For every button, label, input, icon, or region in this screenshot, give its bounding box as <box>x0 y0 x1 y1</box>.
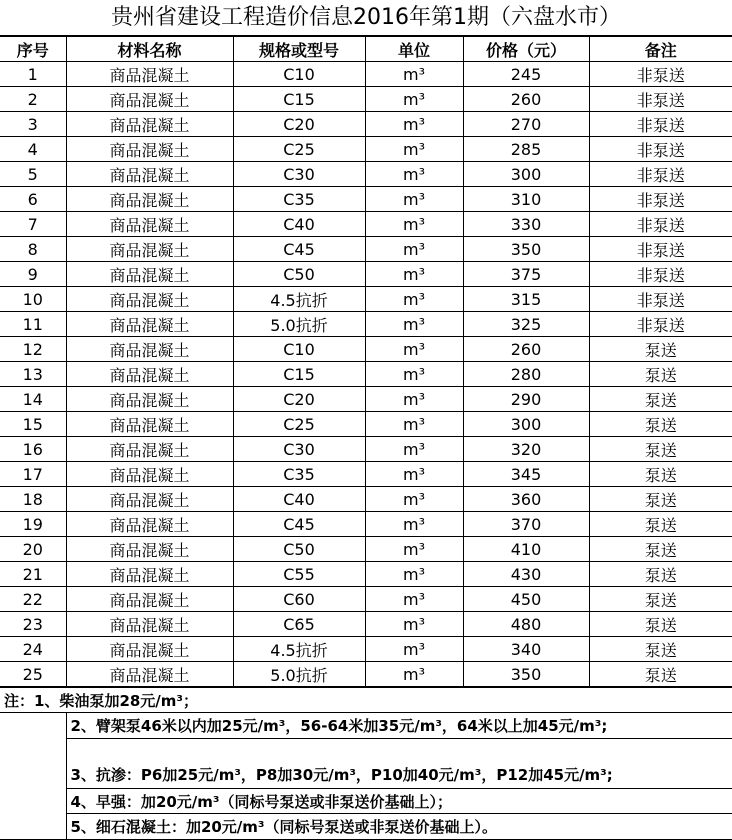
cell-spec: C50 <box>233 262 365 287</box>
cell-index: 5 <box>0 162 66 187</box>
price-table <box>0 36 732 687</box>
cell-spec: 5.0抗折 <box>233 662 365 687</box>
cell-index: 1 <box>0 62 66 87</box>
cell-index: 7 <box>0 212 66 237</box>
cell-material: 商品混凝土 <box>66 637 233 662</box>
table-row <box>0 137 732 162</box>
cell-spec: C50 <box>233 537 365 562</box>
cell-spec: C20 <box>233 387 365 412</box>
cell-remark: 非泵送 <box>589 262 732 287</box>
table-row <box>0 587 732 612</box>
col-header-remark: 备注 <box>589 37 732 62</box>
cell-material: 商品混凝土 <box>66 362 233 387</box>
cell-spec: C35 <box>233 462 365 487</box>
cell-price: 285 <box>463 137 589 162</box>
cell-remark: 泵送 <box>589 412 732 437</box>
cell-remark: 泵送 <box>589 437 732 462</box>
cell-price: 325 <box>463 312 589 337</box>
col-header-material: 材料名称 <box>66 37 233 62</box>
cell-index: 20 <box>0 537 66 562</box>
cell-spec: C40 <box>233 212 365 237</box>
cell-index: 3 <box>0 112 66 137</box>
cell-material: 商品混凝土 <box>66 387 233 412</box>
cell-price: 260 <box>463 337 589 362</box>
cell-unit: m³ <box>365 62 463 87</box>
notes-section <box>0 687 732 840</box>
cell-unit: m³ <box>365 237 463 262</box>
cell-remark: 非泵送 <box>589 212 732 237</box>
cell-remark: 泵送 <box>589 562 732 587</box>
table-row <box>0 412 732 437</box>
cell-index: 25 <box>0 662 66 687</box>
cell-unit: m³ <box>365 512 463 537</box>
cell-remark: 非泵送 <box>589 312 732 337</box>
cell-index: 15 <box>0 412 66 437</box>
table-row <box>0 237 732 262</box>
cell-remark: 泵送 <box>589 537 732 562</box>
cell-spec: 4.5抗折 <box>233 637 365 662</box>
cell-unit: m³ <box>365 462 463 487</box>
cell-price: 320 <box>463 437 589 462</box>
cell-material: 商品混凝土 <box>66 312 233 337</box>
cell-spec: C10 <box>233 62 365 87</box>
cell-material: 商品混凝土 <box>66 87 233 112</box>
cell-unit: m³ <box>365 212 463 237</box>
cell-unit: m³ <box>365 312 463 337</box>
cell-material: 商品混凝土 <box>66 437 233 462</box>
cell-unit: m³ <box>365 412 463 437</box>
cell-unit: m³ <box>365 487 463 512</box>
cell-price: 410 <box>463 537 589 562</box>
table-row <box>0 312 732 337</box>
cell-price: 360 <box>463 487 589 512</box>
cell-material: 商品混凝土 <box>66 587 233 612</box>
table-row <box>0 437 732 462</box>
cell-spec: 4.5抗折 <box>233 287 365 312</box>
cell-material: 商品混凝土 <box>66 337 233 362</box>
cell-price: 480 <box>463 612 589 637</box>
cell-spec: C45 <box>233 237 365 262</box>
cell-price: 290 <box>463 387 589 412</box>
cell-price: 260 <box>463 87 589 112</box>
cell-price: 330 <box>463 212 589 237</box>
cell-price: 270 <box>463 112 589 137</box>
note-2: 2、臂架泵46米以内加25元/m³，56-64米加35元/m³，64米以上加45元/m³; <box>66 713 732 739</box>
cell-material: 商品混凝土 <box>66 262 233 287</box>
cell-price: 310 <box>463 187 589 212</box>
cell-material: 商品混凝土 <box>66 212 233 237</box>
note-5: 5、细石混凝土：加20元/m³（同标号泵送或非泵送价基础上）。 <box>66 814 732 840</box>
table-row <box>0 162 732 187</box>
table-row <box>0 187 732 212</box>
cell-price: 340 <box>463 637 589 662</box>
cell-price: 300 <box>463 412 589 437</box>
cell-price: 375 <box>463 262 589 287</box>
col-header-unit: 单位 <box>365 37 463 62</box>
note-4: 4、早强：加20元/m³（同标号泵送或非泵送价基础上）； <box>66 789 732 814</box>
cell-spec: C35 <box>233 187 365 212</box>
table-body <box>0 62 732 687</box>
cell-remark: 泵送 <box>589 337 732 362</box>
cell-spec: C20 <box>233 112 365 137</box>
cell-remark: 泵送 <box>589 487 732 512</box>
cell-unit: m³ <box>365 437 463 462</box>
cell-material: 商品混凝土 <box>66 112 233 137</box>
cell-index: 24 <box>0 637 66 662</box>
cell-spec: C60 <box>233 587 365 612</box>
cell-remark: 非泵送 <box>589 237 732 262</box>
cell-material: 商品混凝土 <box>66 612 233 637</box>
cell-remark: 泵送 <box>589 637 732 662</box>
cell-material: 商品混凝土 <box>66 237 233 262</box>
cell-unit: m³ <box>365 662 463 687</box>
table-row <box>0 562 732 587</box>
cell-remark: 泵送 <box>589 662 732 687</box>
cell-unit: m³ <box>365 637 463 662</box>
cell-index: 8 <box>0 237 66 262</box>
cell-remark: 非泵送 <box>589 187 732 212</box>
table-row <box>0 637 732 662</box>
cell-spec: C40 <box>233 487 365 512</box>
cell-price: 345 <box>463 462 589 487</box>
cell-remark: 泵送 <box>589 612 732 637</box>
cell-index: 9 <box>0 262 66 287</box>
cell-remark: 非泵送 <box>589 137 732 162</box>
cell-spec: C30 <box>233 162 365 187</box>
sheet-title: 贵州省建设工程造价信息2016年第1期（六盘水市） <box>0 0 732 36</box>
cell-material: 商品混凝土 <box>66 412 233 437</box>
cell-index: 18 <box>0 487 66 512</box>
table-row <box>0 112 732 137</box>
cell-material: 商品混凝土 <box>66 62 233 87</box>
table-row <box>0 62 732 87</box>
cell-material: 商品混凝土 <box>66 537 233 562</box>
cell-remark: 泵送 <box>589 362 732 387</box>
cell-unit: m³ <box>365 87 463 112</box>
cell-unit: m³ <box>365 187 463 212</box>
cell-material: 商品混凝土 <box>66 137 233 162</box>
note-1: 注：1、柴油泵加28元/m³； <box>0 688 732 713</box>
cell-unit: m³ <box>365 162 463 187</box>
cell-unit: m³ <box>365 362 463 387</box>
cell-price: 280 <box>463 362 589 387</box>
cell-index: 12 <box>0 337 66 362</box>
cell-price: 245 <box>463 62 589 87</box>
table-row <box>0 537 732 562</box>
table-row <box>0 262 732 287</box>
cell-material: 商品混凝土 <box>66 162 233 187</box>
cell-index: 11 <box>0 312 66 337</box>
cell-remark: 非泵送 <box>589 287 732 312</box>
table-row <box>0 612 732 637</box>
cell-remark: 非泵送 <box>589 112 732 137</box>
cell-index: 17 <box>0 462 66 487</box>
cell-price: 350 <box>463 662 589 687</box>
cell-index: 6 <box>0 187 66 212</box>
table-row <box>0 337 732 362</box>
cell-remark: 泵送 <box>589 512 732 537</box>
cell-price: 350 <box>463 237 589 262</box>
cell-remark: 非泵送 <box>589 62 732 87</box>
cell-unit: m³ <box>365 112 463 137</box>
header-row <box>0 37 732 62</box>
col-header-index: 序号 <box>0 37 66 62</box>
cell-spec: 5.0抗折 <box>233 312 365 337</box>
cell-material: 商品混凝土 <box>66 187 233 212</box>
col-header-spec: 规格或型号 <box>233 37 365 62</box>
cell-unit: m³ <box>365 562 463 587</box>
table-row <box>0 287 732 312</box>
cell-price: 300 <box>463 162 589 187</box>
cell-unit: m³ <box>365 612 463 637</box>
cell-index: 16 <box>0 437 66 462</box>
cell-spec: C10 <box>233 337 365 362</box>
table-row <box>0 212 732 237</box>
cell-material: 商品混凝土 <box>66 662 233 687</box>
cell-index: 14 <box>0 387 66 412</box>
cell-spec: C30 <box>233 437 365 462</box>
cell-material: 商品混凝土 <box>66 487 233 512</box>
table-row <box>0 87 732 112</box>
cell-index: 2 <box>0 87 66 112</box>
cell-remark: 非泵送 <box>589 162 732 187</box>
table-row <box>0 462 732 487</box>
cell-spec: C25 <box>233 412 365 437</box>
cell-remark: 泵送 <box>589 387 732 412</box>
cell-material: 商品混凝土 <box>66 287 233 312</box>
cell-price: 450 <box>463 587 589 612</box>
cell-spec: C55 <box>233 562 365 587</box>
cell-material: 商品混凝土 <box>66 562 233 587</box>
cell-unit: m³ <box>365 287 463 312</box>
cell-spec: C15 <box>233 87 365 112</box>
note-indent-cell <box>0 713 66 840</box>
cell-remark: 泵送 <box>589 462 732 487</box>
cell-index: 23 <box>0 612 66 637</box>
cell-index: 21 <box>0 562 66 587</box>
cell-spec: C25 <box>233 137 365 162</box>
cell-material: 商品混凝土 <box>66 512 233 537</box>
table-row <box>0 487 732 512</box>
cell-material: 商品混凝土 <box>66 462 233 487</box>
cell-unit: m³ <box>365 337 463 362</box>
cell-unit: m³ <box>365 137 463 162</box>
cell-unit: m³ <box>365 262 463 287</box>
note-3: 3、抗渗：P6加25元/m³，P8加30元/m³，P10加40元/m³，P12加45元/m³; <box>66 739 732 789</box>
col-header-price: 价格（元） <box>463 37 589 62</box>
table-row <box>0 387 732 412</box>
cell-unit: m³ <box>365 587 463 612</box>
cell-index: 13 <box>0 362 66 387</box>
cell-index: 4 <box>0 137 66 162</box>
table-row <box>0 512 732 537</box>
cell-spec: C15 <box>233 362 365 387</box>
cell-unit: m³ <box>365 537 463 562</box>
cell-spec: C65 <box>233 612 365 637</box>
cell-remark: 非泵送 <box>589 87 732 112</box>
cell-unit: m³ <box>365 387 463 412</box>
cell-price: 315 <box>463 287 589 312</box>
cell-index: 19 <box>0 512 66 537</box>
table-row <box>0 362 732 387</box>
cell-price: 430 <box>463 562 589 587</box>
cell-price: 370 <box>463 512 589 537</box>
cell-index: 10 <box>0 287 66 312</box>
cell-index: 22 <box>0 587 66 612</box>
cell-spec: C45 <box>233 512 365 537</box>
cell-remark: 泵送 <box>589 587 732 612</box>
table-row <box>0 662 732 687</box>
